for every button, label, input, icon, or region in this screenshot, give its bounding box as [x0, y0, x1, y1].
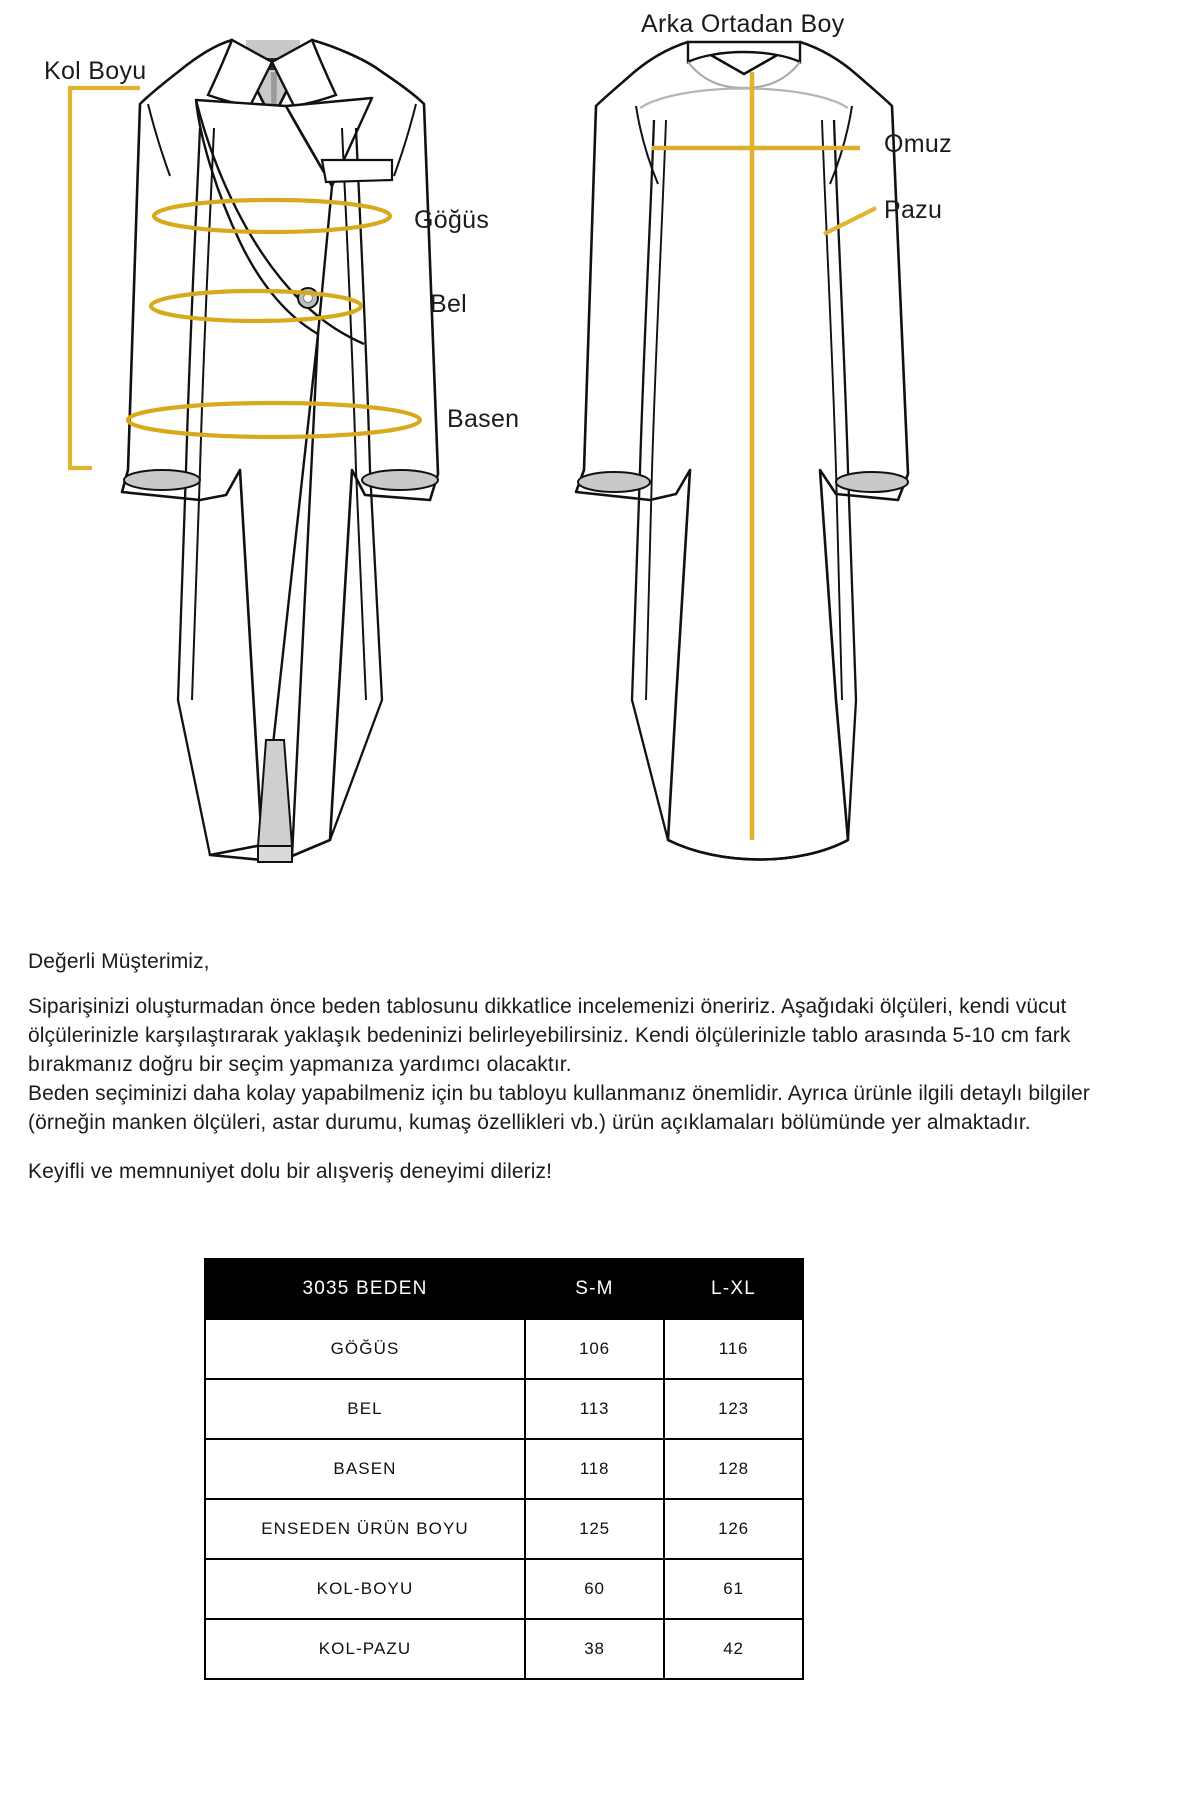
cell-lxl: 128 [664, 1439, 803, 1499]
cell-sm: 113 [525, 1379, 664, 1439]
info-paragraph-2: Beden seçiminizi daha kolay yapabilmeniz için bu tabloyu kullanmanız önemlidir. Ayrıca ürünle ilgili detaylı bilgiler (örneğin manken ölçüleri, astar durumu, kumaş özellikleri vb.) ürün açıklamaları bölümünde yer almaktadır. [28, 1081, 1090, 1134]
cell-measure: BASEN [205, 1439, 525, 1499]
label-bel: Bel [430, 290, 468, 318]
cell-sm: 125 [525, 1499, 664, 1559]
cell-sm: 118 [525, 1439, 664, 1499]
size-table-container [204, 1258, 802, 1680]
label-kol-boyu: Kol Boyu [44, 57, 147, 85]
back-coat-figure [576, 42, 908, 860]
table-row [205, 1379, 803, 1439]
table-row [205, 1439, 803, 1499]
cell-measure: GÖĞÜS [205, 1319, 525, 1379]
table-row [205, 1499, 803, 1559]
cell-measure: KOL-BOYU [205, 1559, 525, 1619]
cell-measure: ENSEDEN ÜRÜN BOYU [205, 1499, 525, 1559]
cell-lxl: 42 [664, 1619, 803, 1679]
cell-measure: BEL [205, 1379, 525, 1439]
size-table-head [205, 1259, 803, 1319]
table-row [205, 1319, 803, 1379]
cell-lxl: 61 [664, 1559, 803, 1619]
cell-lxl: 126 [664, 1499, 803, 1559]
cell-lxl: 123 [664, 1379, 803, 1439]
info-paragraph-1: Siparişinizi oluşturmadan önce beden tablosunu dikkatlice incelemenizi öneririz. Aşağıdaki ölçüleri, kendi vücut ölçülerinizle karşılaştırarak yaklaşık bedeninizi belirleyebilirsiniz. Kendi ölçülerinizle tablo arasında 5-10 cm fark bırakmanız doğru bir seçim yapmanıza yardımcı olacaktır. [28, 994, 1071, 1076]
table-header-row [205, 1259, 803, 1319]
greeting-line: Değerli Müşterimiz, [28, 950, 210, 973]
header-size-sm: S-M [525, 1259, 664, 1319]
size-table-body [205, 1319, 803, 1679]
table-row [205, 1559, 803, 1619]
cell-measure: KOL-PAZU [205, 1619, 525, 1679]
label-arka-ortadan-boy: Arka Ortadan Boy [641, 10, 845, 38]
label-basen: Basen [447, 405, 520, 433]
size-table [204, 1258, 804, 1680]
label-gogus: Göğüs [414, 206, 490, 234]
cell-sm: 60 [525, 1559, 664, 1619]
cell-lxl: 116 [664, 1319, 803, 1379]
front-coat-figure [70, 40, 438, 862]
label-omuz: Omuz [884, 130, 952, 158]
header-measure: 3035 BEDEN [205, 1259, 525, 1319]
cell-sm: 106 [525, 1319, 664, 1379]
cell-sm: 38 [525, 1619, 664, 1679]
label-pazu: Pazu [884, 196, 943, 224]
customer-info-text [28, 948, 1173, 1187]
header-size-lxl: L-XL [664, 1259, 803, 1319]
table-row [205, 1619, 803, 1679]
closing-line: Keyifli ve memnuniyet dolu bir alışveriş deneyimi dileriz! [28, 1159, 553, 1183]
